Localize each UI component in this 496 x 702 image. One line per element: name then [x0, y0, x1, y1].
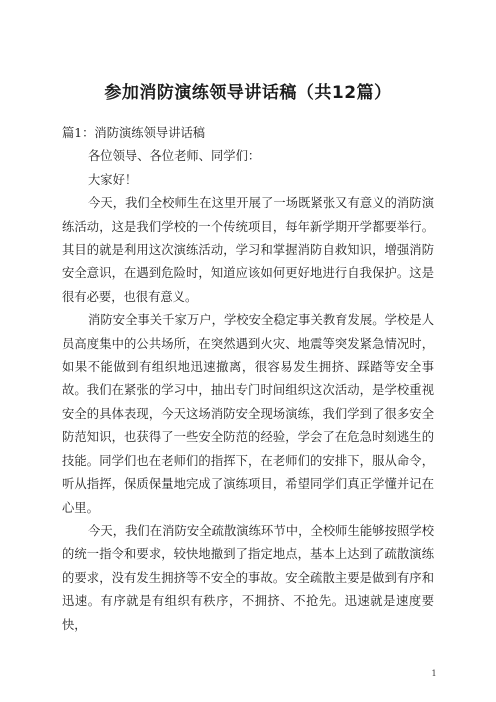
document-title: 参加消防演练领导讲话稿（共12篇） [104, 83, 392, 103]
paragraph: 今天，我们在消防安全疏散演练环节中，全校师生能够按照学校的统一指令和要求，较快地撤到了指定地点，基本上达到了疏散演练的要求，没有发生拥挤等不安全的事故。安全疏散主要是做到有序和迅速。有序就是有组织有秩序，不拥挤、不抢先。迅速就是速度要快， [62, 523, 434, 632]
section-heading: 篇1：消防演练领导讲话稿 [62, 126, 206, 140]
paragraph: 今天，我们全校师生在这里开展了一场既紧张又有意义的消防演练活动，这是我们学校的一个传统项目，每年新学期开学都要举行。其目的就是利用这次演练活动，学习和掌握消防自救知识，增强消防安全意识，在遇到危险时，知道应该如何更好地进行自我保护。这是很有必要，也很有意义。 [62, 196, 434, 304]
greeting: 大家好！ [88, 172, 138, 187]
salutation: 各位领导、各位老师、同学们： [88, 149, 261, 164]
page-number: 1 [431, 669, 437, 678]
document-body [62, 122, 434, 637]
paragraph: 消防安全事关千家万户，学校安全稳定事关教育发展。学校是人员高度集中的公共场所，在突然遇到火灾、地震等突发紧急情况时，如果不能做到有组织地迅速撤离，很容易发生拥挤、踩踏等安全事故。我们在紧张的学习中，抽出专门时间组织这次活动，是学校重视安全的具体表现，今天这场消防安全现场演练，我们学到了很多安全防范知识，也获得了一些安全防范的经验，学会了在危急时刻逃生的技能。同学们也在老师们的指挥下，在老师们的安排下，服从命令，听从指挥，保质保量地完成了演练项目，希望同学们真正学懂并记在心里。 [62, 313, 434, 515]
